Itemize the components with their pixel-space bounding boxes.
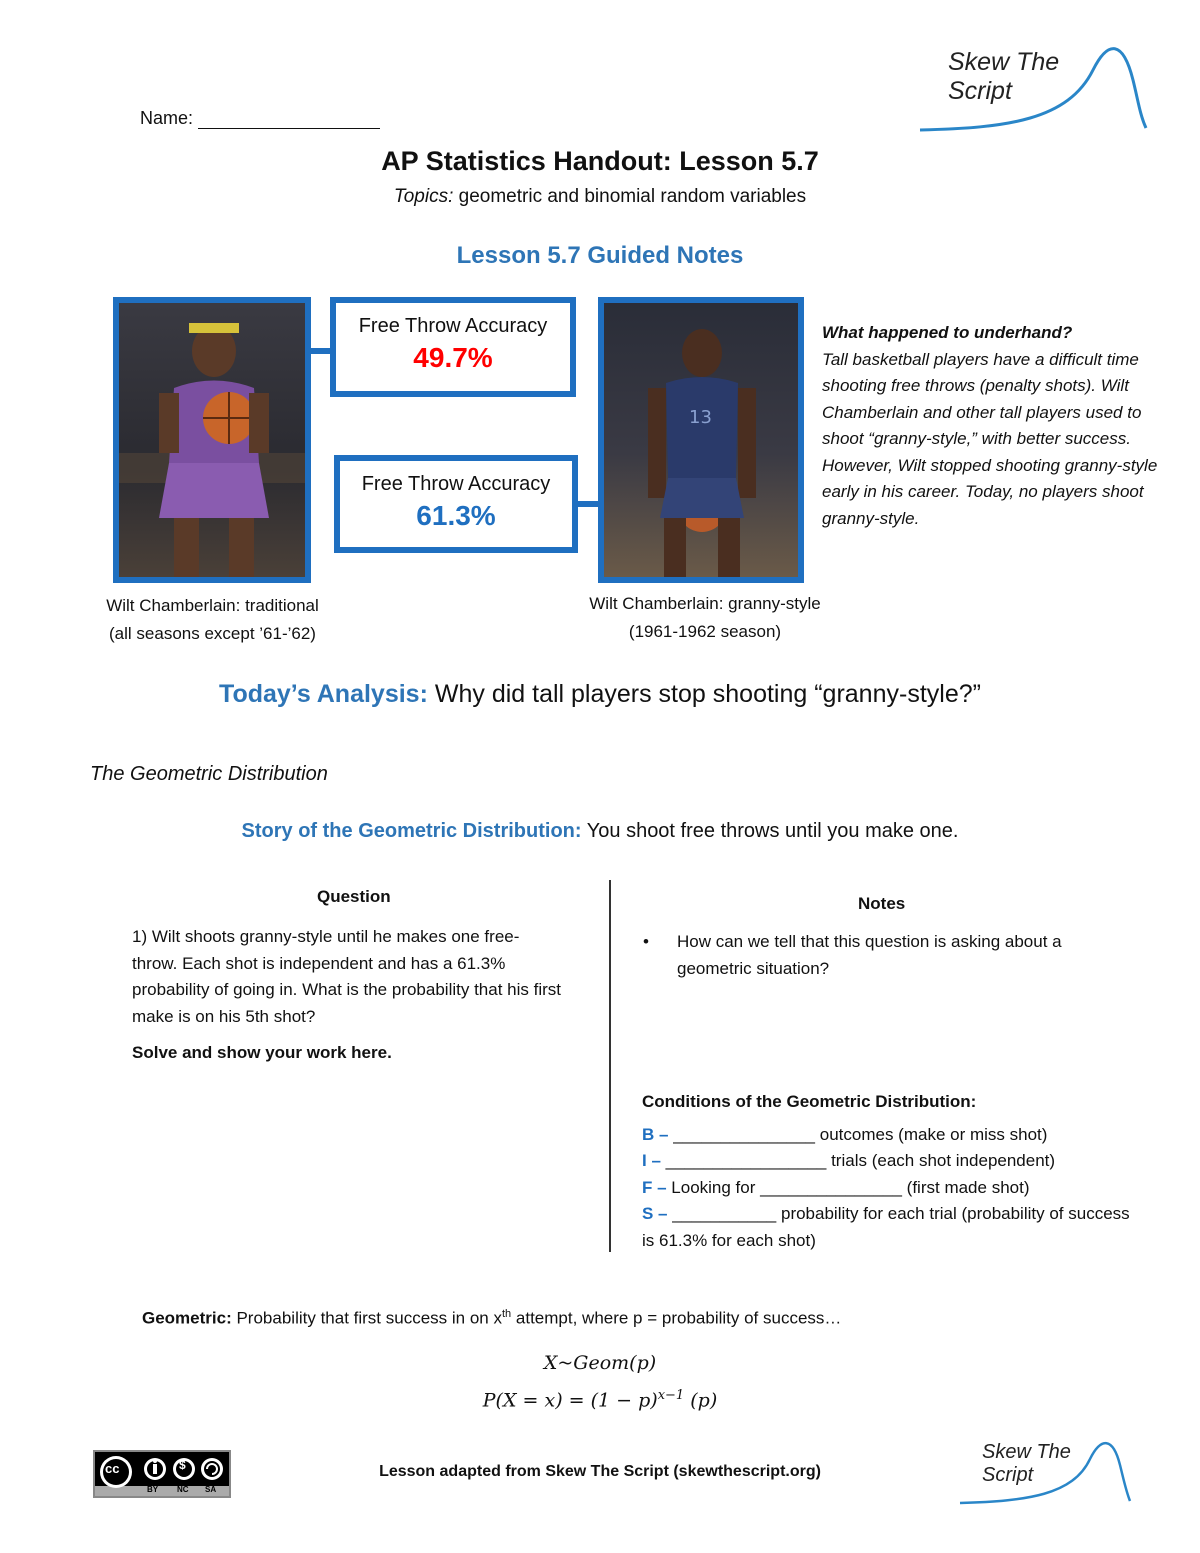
condition-blank[interactable]: ___________ (667, 1204, 777, 1223)
condition-blank[interactable]: _________________ (660, 1151, 827, 1170)
side-note-body: Tall basketball players have a difficult time shooting free throws (penalty shots). Wilt Chamberlain and other tall players used to shoot “granny-style,” with better success. However, Wilt stopped shooting granny-style early in his career. Today, no players shoot granny-style. (822, 349, 1158, 528)
connector-right (576, 501, 600, 507)
notes-bullet-text: How can we tell that this question is asking about a geometric situation? (677, 932, 1062, 978)
condition-s (642, 1201, 1142, 1254)
cc-dollar-icon: $ (179, 1458, 186, 1472)
connector-left (309, 348, 332, 354)
logo-line1: Skew The (948, 48, 1060, 76)
condition-blank[interactable]: _______________ (668, 1124, 816, 1144)
analysis-text: Why did tall players stop shooting “granny-style?” (427, 680, 981, 708)
cc-label-nc: NC (177, 1485, 189, 1494)
formula-pmf-exponent: x−1 (657, 1388, 685, 1403)
caption-granny (555, 590, 855, 646)
formula-pmf-tail: (p) (684, 1389, 718, 1412)
story-text: You shoot free throws until you make one. (581, 820, 959, 842)
condition-f (642, 1175, 1142, 1202)
cc-label-sa: SA (205, 1485, 217, 1494)
condition-letter: S – (642, 1204, 668, 1223)
topics-label: Topics: (393, 186, 454, 207)
accuracy-label: Free Throw Accuracy (358, 315, 548, 337)
conditions-heading: Conditions of the Geometric Distribution: (642, 1092, 977, 1111)
photo-traditional (113, 297, 311, 583)
name-label: Name: (140, 108, 194, 128)
condition-letter: F – (642, 1177, 667, 1197)
geometric-text-a: Probability that first success in on x (231, 1308, 502, 1328)
caption-line1: Wilt Chamberlain: traditional (106, 596, 319, 615)
condition-text: trials (each shot independent) (826, 1151, 1056, 1170)
section-heading: The Geometric Distribution (90, 763, 328, 785)
condition-i (642, 1148, 1142, 1175)
geometric-definition (142, 1308, 841, 1329)
bell-curve-icon (918, 40, 1148, 140)
condition-text: probability for each trial (probability of success is 61.3% for each shot) (642, 1204, 1130, 1250)
notes-bullet-item (643, 929, 1113, 982)
caption-line2: (1961-1962 season) (628, 622, 782, 641)
name-field[interactable] (140, 108, 380, 129)
logo-line2: Script (982, 1464, 1034, 1486)
accuracy-label: Free Throw Accuracy (361, 473, 551, 495)
solve-instruction: Solve and show your work here. (132, 1043, 392, 1062)
footer-text: Lesson adapted from Skew The Script (skewthescript.org) (379, 1463, 821, 1480)
player-granny-image (604, 303, 798, 577)
column-divider (609, 880, 611, 1252)
photo-granny-style (598, 297, 804, 583)
accuracy-value: 61.3% (416, 500, 496, 531)
question-heading: Question (317, 887, 391, 906)
question-text: 1) Wilt shoots granny-style until he makes one free-throw. Each shot is independent and has a 61.3% probability of going in. What is the probability that his first make is on his 5th shot? (132, 927, 561, 1026)
topics-text: geometric and binomial random variables (458, 186, 807, 207)
side-note-heading: What happened to underhand? (822, 323, 1073, 342)
caption-line2: (all seasons except ’61-’62) (109, 624, 316, 643)
guided-notes-heading: Lesson 5.7 Guided Notes (456, 242, 744, 269)
side-note (822, 320, 1162, 532)
geometric-label: Geometric: (142, 1308, 232, 1328)
logo-bottom (958, 1435, 1133, 1510)
story-label: Story of the Geometric Distribution: (241, 820, 582, 842)
accuracy-box-traditional (330, 297, 576, 397)
condition-text: (first made shot) (901, 1177, 1030, 1197)
accuracy-box-granny (334, 455, 578, 553)
page-title: AP Statistics Handout: Lesson 5.7 (381, 146, 819, 176)
accuracy-value: 49.7% (413, 342, 493, 373)
logo-top (918, 40, 1148, 140)
condition-b (642, 1122, 1142, 1149)
formula-distribution: X~Geom(p) (543, 1352, 657, 1374)
logo-line1: Skew The (982, 1441, 1071, 1463)
bullet-icon: • (643, 932, 649, 951)
story (0, 820, 1200, 843)
analysis-label: Today’s Analysis: (219, 680, 428, 708)
formula-pmf (0, 1388, 1200, 1411)
condition-blank[interactable]: Looking for _______________ (666, 1177, 902, 1197)
svg-text:13: 13 (689, 407, 712, 428)
todays-analysis (0, 680, 1200, 709)
bell-curve-icon (958, 1435, 1133, 1510)
condition-letter: I – (642, 1151, 661, 1170)
condition-text: outcomes (make or miss shot) (815, 1124, 1048, 1144)
caption-line1: Wilt Chamberlain: granny-style (589, 594, 821, 613)
topics (0, 186, 1200, 208)
player-traditional-image (119, 303, 305, 577)
geometric-sup: th (501, 1308, 512, 1320)
geometric-text-b: attempt, where p = probability of success… (511, 1308, 842, 1328)
cc-label-by: BY (147, 1485, 159, 1494)
caption-traditional (60, 592, 365, 648)
conditions (642, 1089, 1142, 1254)
logo-line2: Script (948, 76, 1012, 105)
cc-mark: cc (105, 1461, 120, 1476)
formula-pmf-main: P(X = x) = (1 − p) (482, 1389, 658, 1412)
condition-letter: B – (642, 1124, 669, 1144)
notes-heading: Notes (858, 894, 906, 913)
name-blank[interactable] (198, 110, 380, 129)
